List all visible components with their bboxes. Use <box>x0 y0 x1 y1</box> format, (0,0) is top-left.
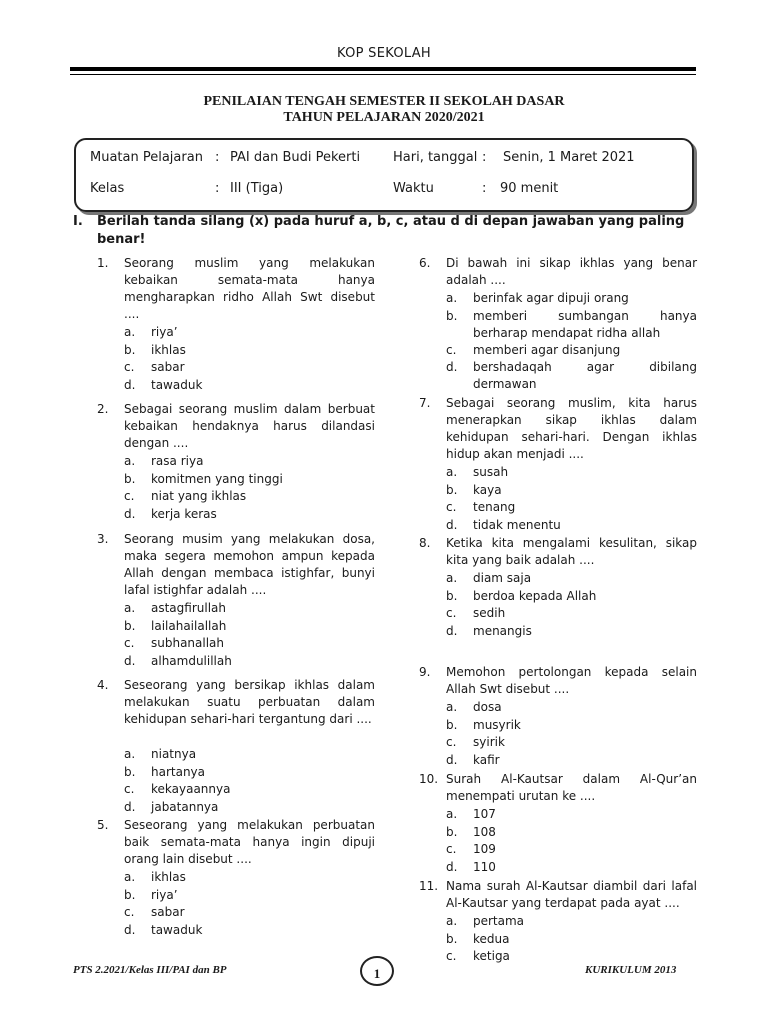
option-text: dosa <box>473 700 502 714</box>
kelas-value: III (Tiga) <box>230 181 284 196</box>
option-letter: a. <box>124 870 136 884</box>
kelas-colon: : <box>215 181 220 196</box>
option-letter: b. <box>446 717 458 732</box>
question-number: 7. <box>419 396 431 410</box>
option-text: syirik <box>473 735 505 749</box>
question-number: 9. <box>419 665 431 679</box>
option-text: bershadaqah agar dibilang dermawan <box>473 360 697 391</box>
question-stem: Seorang musim yang melakukan dosa, maka segera memohon ampun kepada Allah dengan membaca istighfar, bunyi lafal istighfar adalah .... <box>124 532 375 597</box>
option-text: alhamdulillah <box>151 653 232 668</box>
page-number: 1 <box>373 966 381 981</box>
option-text: kedua <box>473 931 510 946</box>
option-letter: b. <box>446 482 458 497</box>
option-letter: d. <box>446 752 458 767</box>
question-number: 4. <box>97 678 109 692</box>
instruction-text: Berilah tanda silang (x) pada huruf a, b, c, atau d di depan jawaban yang paling benar! <box>97 214 685 247</box>
question-number: 1. <box>97 256 109 270</box>
option-letter: a. <box>446 465 458 479</box>
option-letter: b. <box>124 618 136 633</box>
option-letter: d. <box>446 517 458 532</box>
option-text: kekayaannya <box>151 782 231 796</box>
option-letter: d. <box>124 922 136 937</box>
option-letter: a. <box>446 571 458 585</box>
exam-year: TAHUN PELAJARAN 2020/2021 <box>283 110 485 125</box>
option-text: jabatannya <box>151 799 219 814</box>
hari-label: Hari, tanggal <box>393 150 478 165</box>
option-letter: d. <box>124 506 136 521</box>
question-number: 8. <box>419 536 431 550</box>
hari-colon: : <box>482 150 487 165</box>
muatan-value: PAI dan Budi Pekerti <box>230 150 361 165</box>
waktu-colon: : <box>482 181 487 196</box>
question-stem: Seseorang yang melakukan perbuatan baik semata-mata hanya ingin dipuji orang lain disebut .... <box>124 818 375 866</box>
option-letter: b. <box>446 588 458 603</box>
option-text: ketiga <box>473 949 510 963</box>
option-text: pertama <box>473 914 525 928</box>
option-letter: b. <box>446 931 458 946</box>
question-stem: Di bawah ini sikap ikhlas yang benar adalah .... <box>446 256 697 287</box>
page-number-badge <box>360 956 394 986</box>
option-letter: c. <box>446 949 457 963</box>
instruction-number: I. <box>73 214 83 229</box>
header-rule-thin <box>70 74 696 75</box>
option-letter: c. <box>124 489 135 503</box>
option-letter: b. <box>446 308 458 323</box>
option-letter: d. <box>124 377 136 392</box>
option-letter: c. <box>124 905 135 919</box>
option-text: kafir <box>473 752 500 767</box>
option-text: astagfirullah <box>151 601 227 615</box>
option-letter: c. <box>446 606 457 620</box>
option-letter: a. <box>446 914 458 928</box>
header-rule-thick <box>70 67 696 71</box>
option-text: rasa riya <box>151 454 204 468</box>
question-number: 2. <box>97 402 109 416</box>
option-letter: a. <box>446 291 458 305</box>
question-stem: Ketika kita mengalami kesulitan, sikap kita yang baik adalah .... <box>446 536 697 567</box>
option-letter: c. <box>124 636 135 650</box>
option-letter: c. <box>446 342 457 357</box>
question-number: 6. <box>419 256 431 270</box>
option-letter: c. <box>124 782 135 796</box>
option-text: ikhlas <box>151 870 186 884</box>
option-letter: d. <box>124 799 136 814</box>
option-text: hartanya <box>151 764 206 779</box>
footer-right: KURIKULUM 2013 <box>585 964 677 976</box>
exam-title: PENILAIAN TENGAH SEMESTER II SEKOLAH DASAR <box>203 94 565 109</box>
option-text: diam saja <box>473 571 532 585</box>
option-text: tawaduk <box>151 377 203 392</box>
option-letter: c. <box>124 360 135 374</box>
kelas-label: Kelas <box>90 181 125 196</box>
option-text: komitmen yang tinggi <box>151 471 283 486</box>
question-number: 11. <box>419 879 439 893</box>
option-letter: a. <box>446 700 458 714</box>
option-letter: b. <box>124 764 136 779</box>
option-letter: d. <box>446 859 458 874</box>
option-text: niat yang ikhlas <box>151 489 247 503</box>
option-letter: b. <box>124 471 136 486</box>
option-letter: c. <box>446 735 457 749</box>
option-text: kerja keras <box>151 506 217 521</box>
waktu-value: 90 menit <box>500 181 559 196</box>
muatan-colon: : <box>215 150 220 165</box>
question-number: 5. <box>97 818 109 832</box>
option-letter: a. <box>124 454 136 468</box>
option-text: tenang <box>473 500 516 514</box>
question-stem: Memohon pertolongan kepada selain Allah Swt disebut .... <box>446 665 697 696</box>
question-stem: Seorang muslim yang melakukan kebaikan semata-mata hanya mengharapkan ridho Allah Swt disebut .... <box>124 256 375 321</box>
option-text: 108 <box>473 824 496 839</box>
footer-left: PTS 2.2021/Kelas III/PAI dan BP <box>73 964 227 976</box>
option-text: memberi agar disanjung <box>473 342 621 357</box>
option-text: menangis <box>473 623 532 638</box>
question-stem: Seseorang yang bersikap ikhlas dalam melakukan suatu perbuatan dalam kehidupan sehari-hari tergantung dari .... <box>124 678 375 726</box>
option-letter: c. <box>446 842 457 856</box>
option-letter: a. <box>124 601 136 615</box>
option-text: kaya <box>473 482 502 497</box>
option-text: berdoa kepada Allah <box>473 588 597 603</box>
kop-sekolah: KOP SEKOLAH <box>336 46 432 61</box>
option-text: lailahailallah <box>151 618 227 633</box>
question-number: 3. <box>97 532 109 546</box>
option-text: sedih <box>473 606 506 620</box>
option-letter: b. <box>124 887 136 902</box>
option-text: tidak menentu <box>473 517 561 532</box>
hari-value: Senin, 1 Maret 2021 <box>503 150 635 165</box>
option-text: tawaduk <box>151 922 203 937</box>
option-letter: c. <box>446 500 457 514</box>
question-stem: Surah Al-Kautsar dalam Al-Qur’an menempati urutan ke .... <box>446 772 697 803</box>
option-letter: a. <box>446 807 458 821</box>
option-text: niatnya <box>151 747 197 761</box>
option-text: susah <box>473 465 509 479</box>
option-text: riya’ <box>151 887 178 902</box>
question-stem: Sebagai seorang muslim dalam berbuat kebaikan hendaknya harus dilandasi dengan .... <box>124 402 375 450</box>
option-text: 107 <box>473 807 496 821</box>
option-letter: d. <box>446 360 458 374</box>
option-letter: d. <box>124 653 136 668</box>
question-stem: Sebagai seorang muslim, kita harus menerapkan sikap ikhlas dalam kehidupan sehari-hari. Dengan ikhlas hidup akan menjadi .... <box>446 396 697 461</box>
option-text: subhanallah <box>151 636 225 650</box>
option-text: berinfak agar dipuji orang <box>473 291 629 305</box>
option-text: sabar <box>151 360 185 374</box>
option-text: sabar <box>151 905 185 919</box>
question-stem: Nama surah Al-Kautsar diambil dari lafal Al-Kautsar yang terdapat pada ayat .... <box>446 879 697 910</box>
option-text: musyrik <box>473 717 521 732</box>
option-text: memberi sumbangan hanya berharap mendapat ridha allah <box>473 308 697 340</box>
muatan-label: Muatan Pelajaran <box>90 150 203 165</box>
question-number: 10. <box>419 772 439 786</box>
option-text: 109 <box>473 842 496 856</box>
option-letter: b. <box>446 824 458 839</box>
option-letter: a. <box>124 325 136 339</box>
option-letter: d. <box>446 623 458 638</box>
waktu-label: Waktu <box>393 181 434 196</box>
option-text: ikhlas <box>151 342 186 357</box>
option-text: riya’ <box>151 325 178 339</box>
option-letter: a. <box>124 747 136 761</box>
option-text: 110 <box>473 859 496 874</box>
option-letter: b. <box>124 342 136 357</box>
